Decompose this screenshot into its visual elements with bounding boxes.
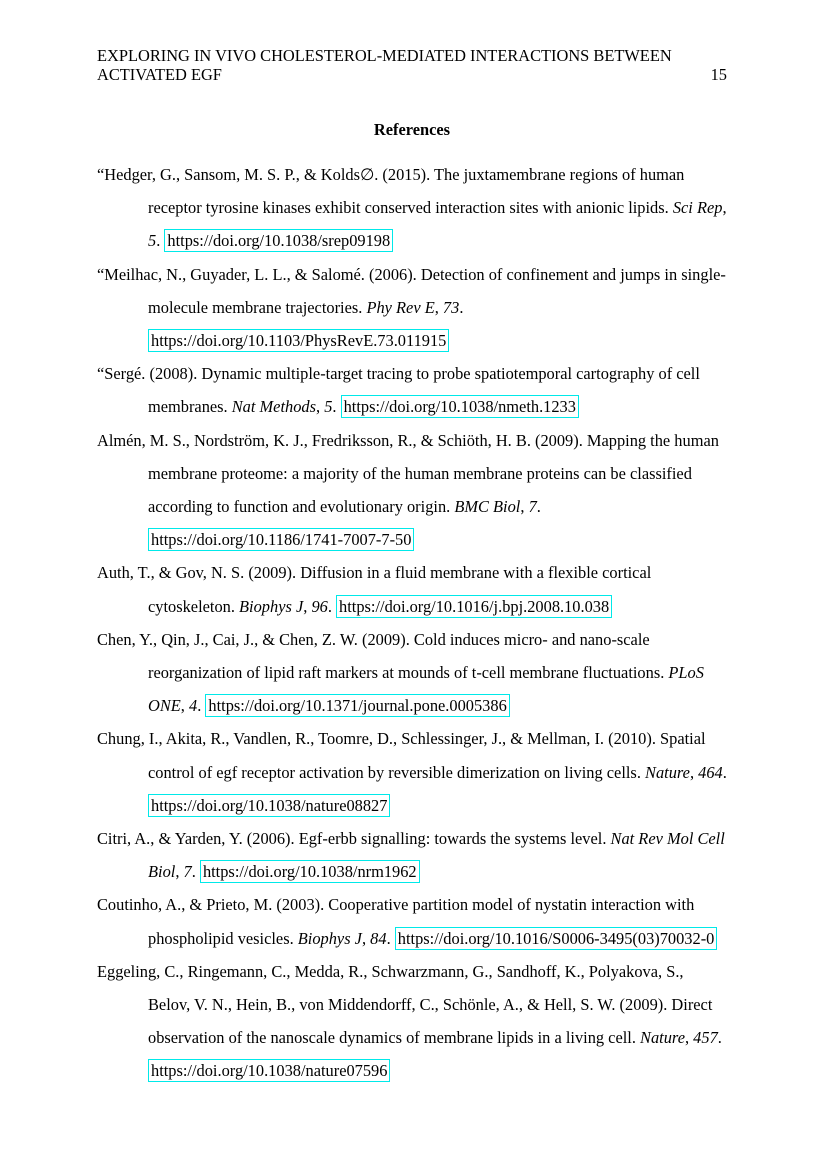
journal-volume-italic: 5	[148, 231, 157, 251]
journal-volume-italic: Phy Rev E	[366, 297, 435, 317]
reference-text: Coutinho, A., & Prieto, M. (2003). Cooperative partition model of nystatin interaction with phospholipid vesicles.	[97, 895, 695, 948]
reference-entry	[97, 955, 727, 1088]
reference-text: “Sergé. (2008). Dynamic multiple-target tracing to probe spatiotemporal cartography of cell membranes.	[97, 364, 700, 417]
reference-text: ,	[434, 297, 443, 317]
journal-volume-italic: 5	[324, 397, 333, 417]
journal-volume-italic: Sci Rep	[672, 198, 723, 218]
reference-entry	[97, 424, 727, 557]
running-head-line-2	[97, 65, 727, 84]
reference-entry	[97, 623, 727, 723]
reference-text: ,	[689, 762, 699, 782]
reference-text: .	[717, 1028, 722, 1048]
reference-text: .	[197, 696, 206, 716]
journal-volume-italic: Nat Methods	[231, 397, 316, 417]
doi-link[interactable]: https://doi.org/10.1038/srep09198	[164, 229, 393, 252]
reference-text: ,	[684, 1028, 694, 1048]
reference-text: ,	[361, 928, 371, 948]
reference-entry	[97, 822, 727, 888]
reference-text: .	[332, 397, 341, 417]
reference-text: .	[536, 497, 541, 517]
reference-text: “Meilhac, N., Guyader, L. L., & Salomé. (2006). Detection of confinement and jumps in single-molecule membrane trajectories.	[97, 264, 726, 317]
reference-entry	[97, 722, 727, 822]
doi-link[interactable]: https://doi.org/10.1038/nrm1962	[200, 860, 420, 883]
reference-text: .	[459, 297, 464, 317]
journal-volume-italic: 7	[528, 497, 537, 517]
journal-volume-italic: 4	[189, 696, 198, 716]
journal-volume-italic: 7	[183, 862, 192, 882]
journal-volume-italic: 96	[311, 596, 328, 616]
reference-entry	[97, 357, 727, 423]
journal-volume-italic: Nature	[640, 1028, 685, 1048]
journal-volume-italic: 73	[442, 297, 460, 317]
section-title: References	[373, 120, 451, 139]
running-head	[97, 46, 727, 84]
reference-text: ,	[175, 862, 184, 882]
doi-link[interactable]: https://doi.org/10.1016/j.bpj.2008.10.038	[336, 595, 612, 618]
reference-text: .	[191, 862, 200, 882]
doi-link[interactable]: https://doi.org/10.1038/nmeth.1233	[341, 395, 579, 418]
doi-link[interactable]: https://doi.org/10.1038/nature08827	[148, 794, 390, 817]
reference-text: .	[386, 928, 395, 948]
journal-volume-italic: Nat Rev Mol Cell Biol	[148, 829, 725, 882]
reference-text: Chen, Y., Qin, J., Cai, J., & Chen, Z. W. (2009). Cold induces micro- and nano-scale reorganization of lipid raft markers at mounds of t-cell membrane fluctuations.	[97, 629, 669, 683]
journal-volume-italic: 84	[370, 928, 387, 948]
reference-text: Auth, T., & Gov, N. S. (2009). Diffusion in a fluid membrane with a flexible cortical cytoskeleton.	[97, 563, 652, 616]
reference-text: ,	[520, 497, 529, 517]
reference-text: Eggeling, C., Ringemann, C., Medda, R., Schwarzmann, G., Sandhoff, K., Polyakova, S., Belov, V. N., Hein, B., von Middendorff, C., Schönle, A., & Hell, S. W. (2009). Direct observation of the nanoscale dynamics of membrane lipids in a living cell.	[97, 961, 713, 1048]
doi-link[interactable]: https://doi.org/10.1371/journal.pone.0005386	[205, 694, 509, 717]
reference-text: .	[327, 596, 337, 616]
reference-entry	[97, 158, 727, 258]
reference-text: ,	[303, 596, 312, 616]
journal-volume-italic: Nature	[645, 762, 690, 782]
references-list	[97, 158, 727, 1088]
reference-text: .	[156, 231, 165, 251]
reference-text: Almén, M. S., Nordström, K. J., Fredriksson, R., & Schiöth, H. B. (2009). Mapping the human membrane proteome: a majority of the human membrane proteins can be classified according to function and evolutionary origin.	[97, 430, 719, 517]
journal-volume-italic: Biophys J	[297, 928, 362, 948]
journal-volume-italic: PLoS ONE	[148, 663, 704, 716]
reference-text: ,	[722, 198, 727, 218]
page-header	[97, 46, 727, 84]
journal-volume-italic: 464	[698, 762, 723, 782]
reference-entry	[97, 888, 727, 954]
journal-volume-italic: BMC Biol	[454, 497, 521, 517]
reference-text: Citri, A., & Yarden, Y. (2006). Egf-erbb signalling: towards the systems level.	[97, 829, 611, 849]
reference-text: ,	[315, 397, 325, 417]
reference-entry	[97, 258, 727, 358]
doi-link[interactable]: https://doi.org/10.1016/S0006-3495(03)70032-0	[395, 927, 718, 950]
running-head-line-2-text: ACTIVATED EGF	[97, 65, 222, 84]
reference-entry	[97, 556, 727, 622]
journal-volume-italic: Biophys J	[239, 596, 304, 616]
reference-text: ,	[180, 696, 189, 716]
reference-text: Chung, I., Akita, R., Vandlen, R., Toomre, D., Schlessinger, J., & Mellman, I. (2010). Spatial control of egf receptor activation by reversible dimerization on living cells.	[97, 729, 706, 782]
doi-link[interactable]: https://doi.org/10.1186/1741-7007-7-50	[148, 528, 414, 551]
reference-text: .	[722, 762, 727, 782]
doi-link[interactable]: https://doi.org/10.1103/PhysRevE.73.011915	[148, 329, 449, 352]
doi-link[interactable]: https://doi.org/10.1038/nature07596	[148, 1059, 390, 1082]
running-head-line-1: EXPLORING IN VIVO CHOLESTEROL-MEDIATED INTERACTIONS BETWEEN	[97, 46, 672, 65]
page-number: 15	[710, 65, 727, 84]
journal-volume-italic: 457	[693, 1028, 718, 1048]
reference-text: “Hedger, G., Sansom, M. S. P., & Kolds∅. (2015). The juxtamembrane regions of human receptor tyrosine kinases exhibit conserved interaction sites with anionic lipids.	[97, 165, 685, 218]
